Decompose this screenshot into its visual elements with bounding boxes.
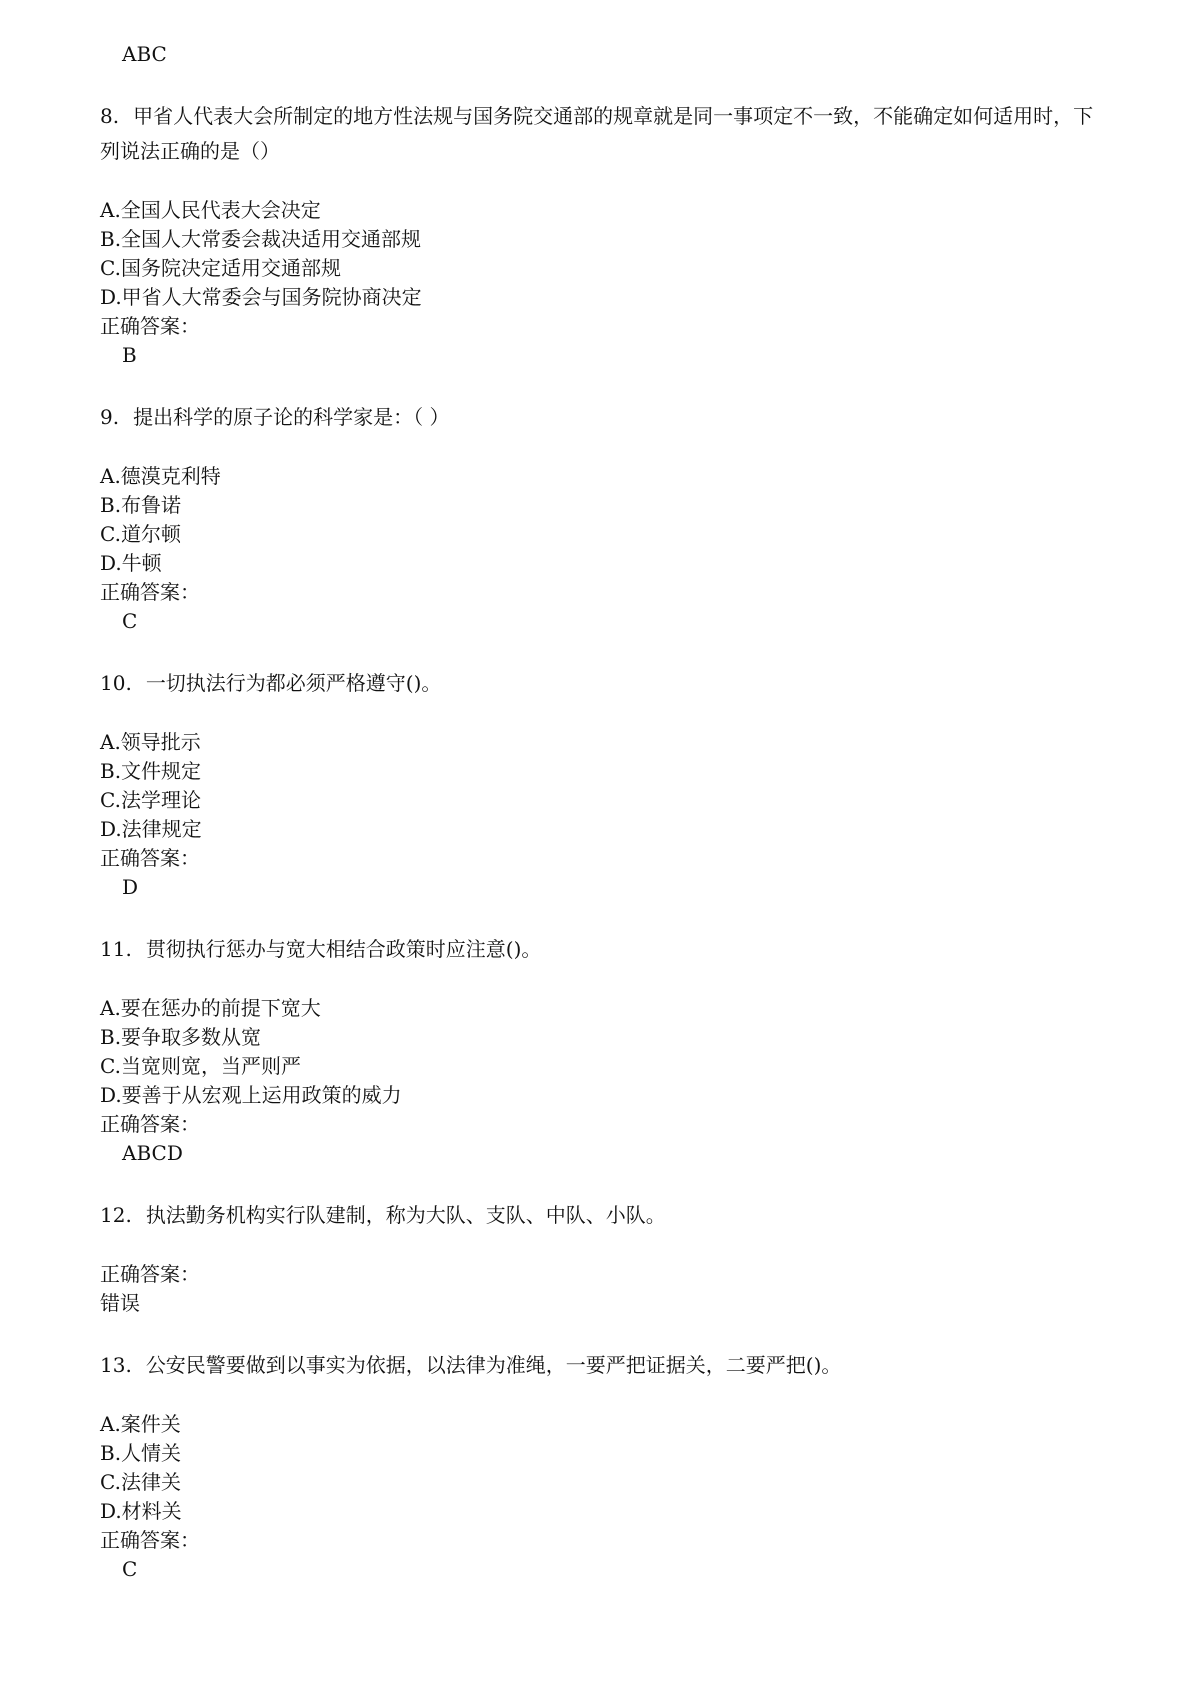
answer-label: 正确答案：: [100, 314, 200, 338]
question-number: 10.: [100, 671, 132, 695]
answer-label: 正确答案：: [100, 580, 200, 604]
question-12: [100, 1198, 1100, 1318]
question-text: 公安民警要做到以事实为依据，以法律为准绳，一要严把证据关，二要严把()。: [145, 1353, 842, 1377]
question-stem: [100, 99, 1100, 169]
option-c: C.当宽则宽，当严则严: [100, 1054, 301, 1078]
option-list: [100, 994, 1100, 1110]
question-13: [100, 1348, 1100, 1584]
option-d: D.甲省人大常委会与国务院协商决定: [100, 285, 422, 309]
question-text: 甲省人代表大会所制定的地方性法规与国务院交通部的规章就是同一事项定不一致，不能确定如何适用时，下列说法正确的是（）: [100, 104, 1094, 163]
option-a: A.全国人民代表大会决定: [100, 198, 321, 222]
answer-value: C: [122, 1557, 138, 1581]
answer-label: 正确答案：: [100, 846, 200, 870]
question-number: 12.: [100, 1203, 132, 1227]
question-stem: [100, 666, 1100, 701]
question-text: 提出科学的原子论的科学家是：（ ）: [133, 405, 450, 429]
option-b: B.要争取多数从宽: [100, 1025, 262, 1049]
answer-value: D: [122, 875, 139, 899]
question-11: [100, 932, 1100, 1168]
answer-label: 正确答案：: [100, 1262, 200, 1286]
option-list: [100, 462, 1100, 578]
option-c: C.法学理论: [100, 788, 201, 812]
question-stem: [100, 400, 1100, 435]
option-d: D.材料关: [100, 1499, 182, 1523]
question-number: 8.: [100, 104, 120, 128]
question-number: 9.: [100, 405, 120, 429]
question-text: 贯彻执行惩办与宽大相结合政策时应注意()。: [145, 937, 542, 961]
option-d: D.牛顿: [100, 551, 162, 575]
question-number: 11.: [100, 937, 132, 961]
option-c: C.法律关: [100, 1470, 181, 1494]
option-b: B.布鲁诺: [100, 493, 182, 517]
option-c: C.道尔顿: [100, 522, 181, 546]
option-list: [100, 1410, 1100, 1526]
question-stem: [100, 1198, 1100, 1233]
question-10: [100, 666, 1100, 902]
question-8: [100, 99, 1100, 370]
option-b: B.文件规定: [100, 759, 202, 783]
answer-label: 正确答案：: [100, 1112, 200, 1136]
option-c: C.国务院决定适用交通部规: [100, 256, 341, 280]
question-text: 一切执法行为都必须严格遵守()。: [145, 671, 442, 695]
option-d: D.法律规定: [100, 817, 202, 841]
option-a: A.案件关: [100, 1412, 181, 1436]
option-a: A.德漠克利特: [100, 464, 221, 488]
option-a: A.要在惩办的前提下宽大: [100, 996, 321, 1020]
answer-label: 正确答案：: [100, 1528, 200, 1552]
option-list: [100, 728, 1100, 844]
option-b: B.全国人大常委会裁决适用交通部规: [100, 227, 422, 251]
question-number: 13.: [100, 1353, 132, 1377]
option-a: A.领导批示: [100, 730, 201, 754]
question-stem: [100, 932, 1100, 967]
question-stem: [100, 1348, 1100, 1383]
answer-value: ABCD: [122, 1141, 183, 1165]
option-b: B.人情关: [100, 1441, 182, 1465]
previous-answer: ABC: [122, 42, 167, 66]
answer-value: B: [122, 343, 137, 367]
option-d: D.要善于从宏观上运用政策的威力: [100, 1083, 402, 1107]
option-list: [100, 196, 1100, 312]
answer-value: C: [122, 609, 138, 633]
question-text: 执法勤务机构实行队建制，称为大队、支队、中队、小队。: [145, 1203, 666, 1227]
document-page: [100, 40, 1100, 1584]
answer-value: 错误: [100, 1291, 140, 1315]
question-9: [100, 400, 1100, 636]
